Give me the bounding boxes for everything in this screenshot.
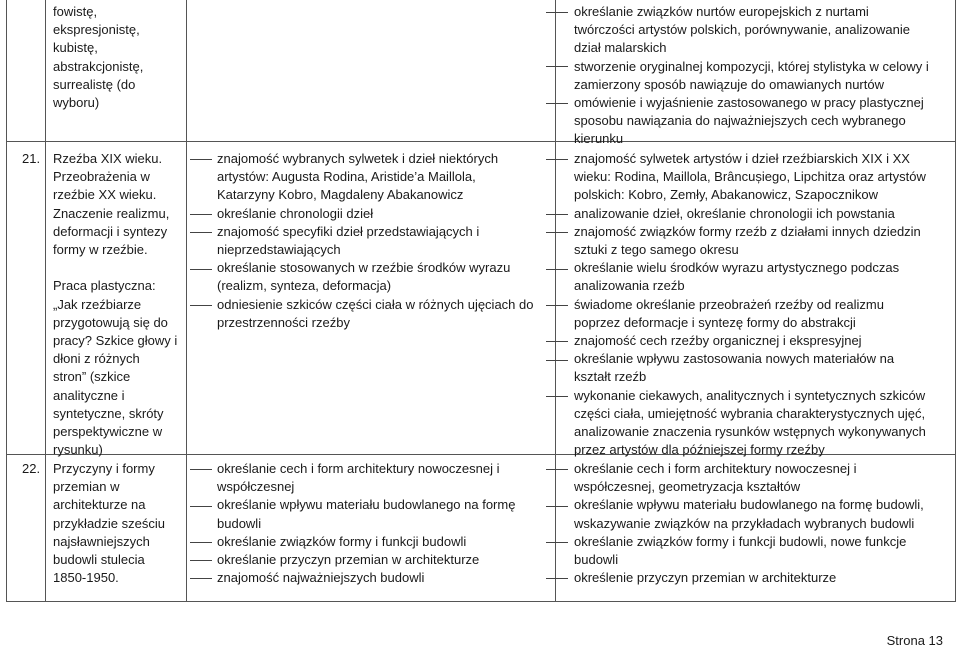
column-divider-1 (45, 0, 46, 602)
row-22-extended: określanie cech i form architektury nowoczesnej i współczesnej, geometryzacja kształtów określanie wpływu materiału budowlanego na formę budowli, wskazywanie związków na przykładach wybranych budowli określanie związków formy i funkcji budowli, nowe funkcje budowli określenie przyczyn przemian w architekturze (574, 461, 924, 586)
bullet-dash (190, 469, 212, 470)
row-22-core: określanie cech i form architektury nowoczesnej i współczesnej określanie wpływu materiału budowlanego na formę budowli określanie związków formy i funkcji budowli określanie przyczyn przemian w architekturze znajomość najważniejszych budowli (217, 461, 516, 586)
bullet-dash (546, 578, 568, 579)
bullet-dash (546, 232, 568, 233)
bullet-dash (546, 214, 568, 215)
bullet-dash (190, 578, 212, 579)
bullet-dash (546, 360, 568, 361)
bullet-dash (546, 542, 568, 543)
row-prev-extended: określanie związków nurtów europejskich z nurtami twórczości artystów polskich, porównywanie, analizowanie dział malarskich stworzenie oryginalnej kompozycji, której stylistyka w celowy i zamierzony sposób nawiązuje do omawianych nurtów omówienie i wyjaśnienie zastosowanego w pracy plastycznej sposobu nawiązania do najważniejszych cech wybranego kierunku (574, 4, 929, 147)
bullet-dash (190, 269, 212, 270)
row-21-extended: znajomość sylwetek artystów i dzieł rzeźbiarskich XIX i XX wieku: Rodina, Maillola, Brâncușiego, Lipchitza oraz artystów polskich: Kobro, Zemły, Abakanowicz, Szapocznikow analizowanie dzieł, określanie chronologii ich powstania znajomość związków formy rzeźb z działami innych dziedzin sztuki z tego samego okresu określanie wielu środków wyrazu artystycznego podczas analizowania rzeźb świadome określanie przeobrażeń rzeźby od realizmu poprzez deformacje i syntezę formy do abstrakcji znajomość cech rzeźby organicznej i ekspresyjnej określanie wpływu zastosowania nowych materiałów na kształt rzeźb wykonanie ciekawych, analitycznych i syntetycznych szkiców części ciała, umiejętność wybrania charakterystycznych ujęć, analizowanie znaczenia rysunków wstępnych wykonywanych przez artystów dla późniejszej formy rzeźby (574, 151, 926, 458)
row-22-topic: Przyczyny i formy przemian w architekturze na przykładzie sześciu najsławniejszych budowli stulecia 1850-1950. (53, 461, 165, 586)
bullet-dash (546, 469, 568, 470)
row-21-topic: Rzeźba XIX wieku. Przeobrażenia w rzeźbie XX wieku. Znaczenie realizmu, deformacji i syntezy formy w rzeźbie. Praca plastyczna: „Jak rzeźbiarze przygotowują się do pracy? Szkice głowy i dłoni z różnych stron” (szkice analityczne i syntetyczne, skróty perspektywiczne w rysunku) (53, 151, 178, 458)
bullet-dash (190, 159, 212, 160)
bullet-dash (190, 305, 212, 306)
column-divider-2 (186, 0, 187, 602)
column-divider-3 (555, 0, 556, 602)
row-21-number: 21. (22, 151, 41, 166)
bullet-dash (546, 159, 568, 160)
bullet-dash (546, 506, 568, 507)
row-21-core: znajomość wybranych sylwetek i dzieł niektórych artystów: Augusta Rodina, Aristide’a Maillola, Katarzyny Kobro, Magdaleny Abakanowicz określanie chronologii dzieł znajomość specyfiki dzieł przedstawiających i nieprzedstawiających określanie stosowanych w rzeźbie środków wyrazu (realizm, synteza, deformacja) odniesienie szkiców części ciała w różnych ujęciach do przestrzenności rzeźby (217, 151, 534, 330)
table-border-left (6, 0, 7, 602)
table-border-right (955, 0, 956, 602)
row-prev-topic: fowistę, ekspresjonistę, kubistę, abstrakcjonistę, surrealistę (do wyboru) (53, 4, 144, 111)
bullet-dash (546, 66, 568, 67)
bullet-dash (190, 214, 212, 215)
bullet-dash (546, 396, 568, 397)
bullet-dash (546, 269, 568, 270)
bullet-dash (546, 305, 568, 306)
bullet-dash (546, 341, 568, 342)
bullet-dash (546, 12, 568, 13)
table-border-bottom (6, 601, 956, 602)
bullet-dash (190, 560, 212, 561)
bullet-dash (546, 103, 568, 104)
bullet-dash (190, 506, 212, 507)
row-22-number: 22. (22, 461, 41, 476)
page-number: Strona 13 (886, 633, 943, 648)
bullet-dash (190, 232, 212, 233)
bullet-dash (190, 542, 212, 543)
